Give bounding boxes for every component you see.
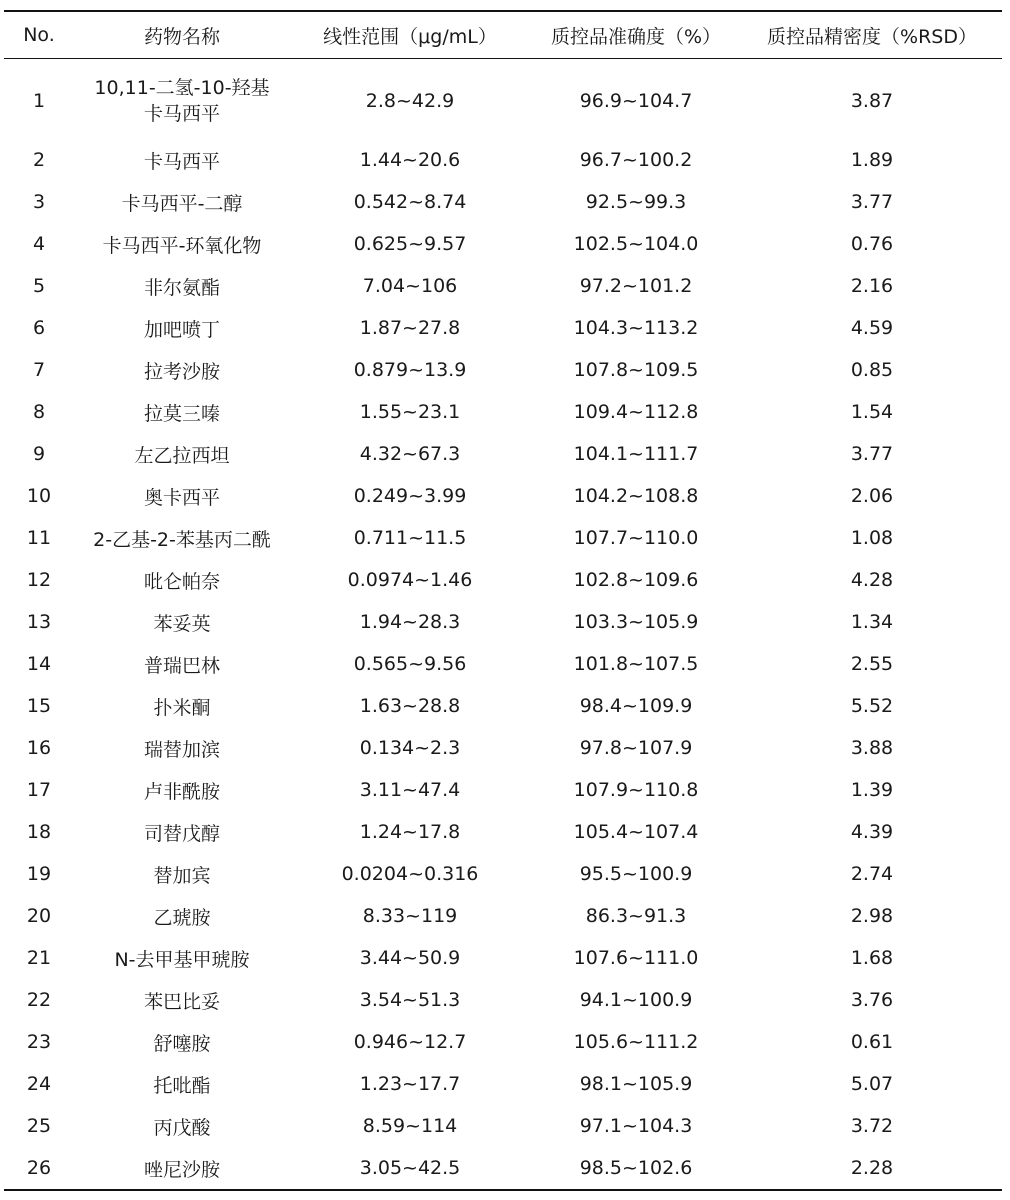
cell-drug-name: 拉考沙胺 [143, 360, 220, 383]
cell-drug-name: 奥卡西平 [143, 486, 220, 509]
cell-linear-range: 1.94~28.3 [359, 611, 461, 633]
cell-linear-range: 1.24~17.8 [359, 821, 461, 843]
table-row [4, 979, 1002, 1021]
cell-no: 16 [26, 737, 52, 759]
table-row [4, 1147, 1002, 1190]
cell-qc-accuracy: 107.6~111.0 [573, 947, 699, 969]
cell-drug-name: 舒噻胺 [153, 1032, 211, 1055]
cell-no: 6 [32, 317, 46, 339]
cell-no: 11 [26, 527, 52, 549]
header-qc-accuracy: 质控品准确度（%） [550, 25, 722, 48]
cell-drug-name: 左乙拉西坦 [134, 444, 230, 467]
cell-qc-accuracy: 102.8~109.6 [573, 569, 699, 591]
cell-linear-range: 0.565~9.56 [353, 653, 467, 675]
table-row [4, 1021, 1002, 1063]
cell-qc-accuracy: 97.1~104.3 [579, 1115, 693, 1137]
cell-qc-precision: 1.89 [850, 149, 894, 171]
table-row [4, 811, 1002, 853]
drug-name-line-2: 卡马西平 [143, 103, 220, 125]
table-row [4, 559, 1002, 601]
cell-qc-precision: 1.08 [850, 527, 894, 549]
cell-drug-name: 苯妥英 [153, 612, 211, 635]
cell-qc-precision: 2.06 [850, 485, 894, 507]
cell-qc-precision: 3.77 [850, 443, 894, 465]
cell-qc-precision: 3.76 [850, 989, 894, 1011]
cell-no: 1 [32, 90, 46, 112]
cell-qc-accuracy: 97.8~107.9 [579, 737, 693, 759]
cell-qc-precision: 2.98 [850, 905, 894, 927]
cell-drug-name: 2-乙基-2-苯基丙二酰 [93, 528, 271, 551]
cell-qc-accuracy: 98.5~102.6 [579, 1157, 693, 1179]
header-drug-name: 药物名称 [143, 25, 220, 48]
cell-no: 8 [32, 401, 46, 423]
cell-qc-precision: 4.28 [850, 569, 894, 591]
cell-qc-accuracy: 92.5~99.3 [585, 191, 687, 213]
drug-table-container [4, 10, 1002, 1191]
cell-qc-accuracy: 94.1~100.9 [579, 989, 693, 1011]
cell-no: 3 [32, 191, 46, 213]
cell-qc-accuracy: 96.9~104.7 [579, 90, 693, 112]
cell-linear-range: 3.44~50.9 [359, 947, 461, 969]
cell-qc-precision: 4.39 [850, 821, 894, 843]
cell-linear-range: 0.0204~0.316 [341, 863, 479, 885]
cell-linear-range: 1.63~28.8 [359, 695, 461, 717]
cell-no: 2 [32, 149, 46, 171]
cell-no: 5 [32, 275, 46, 297]
cell-qc-precision: 5.52 [850, 695, 894, 717]
cell-linear-range: 0.0974~1.46 [347, 569, 473, 591]
cell-no: 25 [26, 1115, 52, 1137]
drug-table [4, 10, 1002, 1191]
cell-linear-range: 0.879~13.9 [353, 359, 467, 381]
cell-no: 9 [32, 443, 46, 465]
header-qc-precision: 质控品精密度（%RSD） [767, 25, 977, 48]
cell-qc-accuracy: 102.5~104.0 [573, 233, 699, 255]
cell-drug-name: 卢非酰胺 [143, 780, 220, 803]
cell-drug-name: 司替戊醇 [143, 822, 220, 845]
cell-qc-precision: 2.16 [850, 275, 894, 297]
cell-drug-name: 卡马西平-环氧化物 [102, 234, 262, 257]
cell-drug-name [74, 59, 290, 140]
cell-no: 7 [32, 359, 46, 381]
cell-qc-precision: 5.07 [850, 1073, 894, 1095]
cell-linear-range: 3.05~42.5 [359, 1157, 461, 1179]
cell-qc-accuracy: 107.9~110.8 [573, 779, 699, 801]
cell-qc-precision: 1.68 [850, 947, 894, 969]
cell-no: 4 [32, 233, 46, 255]
table-header [4, 11, 1002, 59]
cell-linear-range: 3.54~51.3 [359, 989, 461, 1011]
drug-name-line-1: 10,11-二氢-10-羟基 [94, 77, 270, 99]
cell-no: 22 [26, 989, 52, 1011]
table-row [4, 1105, 1002, 1147]
cell-qc-accuracy: 107.7~110.0 [573, 527, 699, 549]
header-no: No. [23, 24, 55, 46]
cell-qc-precision: 4.59 [850, 317, 894, 339]
cell-qc-accuracy: 86.3~91.3 [585, 905, 687, 927]
cell-drug-name: 卡马西平 [143, 150, 220, 173]
cell-drug-name: 吡仑帕奈 [143, 570, 220, 593]
table-row [4, 937, 1002, 979]
cell-no: 24 [26, 1073, 52, 1095]
cell-no: 15 [26, 695, 52, 717]
cell-qc-accuracy: 98.1~105.9 [579, 1073, 693, 1095]
cell-no: 12 [26, 569, 52, 591]
cell-no: 19 [26, 863, 52, 885]
cell-linear-range: 0.946~12.7 [353, 1031, 467, 1053]
table-row [4, 59, 1002, 140]
cell-qc-precision: 0.85 [850, 359, 894, 381]
cell-drug-name: 普瑞巴林 [143, 654, 220, 677]
cell-qc-precision: 3.72 [850, 1115, 894, 1137]
cell-qc-accuracy: 103.3~105.9 [573, 611, 699, 633]
table-row [4, 265, 1002, 307]
cell-linear-range: 7.04~106 [362, 275, 458, 297]
cell-linear-range: 0.134~2.3 [359, 737, 461, 759]
table-row [4, 601, 1002, 643]
cell-no: 10 [26, 485, 52, 507]
cell-drug-name: N-去甲基甲琥胺 [114, 948, 250, 971]
cell-drug-name: 非尔氨酯 [143, 276, 220, 299]
cell-linear-range: 8.33~119 [362, 905, 458, 927]
cell-drug-name: 唑尼沙胺 [143, 1158, 220, 1181]
table-row [4, 391, 1002, 433]
cell-qc-precision: 0.76 [850, 233, 894, 255]
cell-drug-name: 替加宾 [153, 864, 211, 887]
cell-qc-precision: 1.54 [850, 401, 894, 423]
cell-no: 21 [26, 947, 52, 969]
cell-no: 17 [26, 779, 52, 801]
cell-no: 23 [26, 1031, 52, 1053]
table-row [4, 139, 1002, 181]
cell-drug-name: 扑米酮 [153, 696, 211, 719]
cell-qc-precision: 1.34 [850, 611, 894, 633]
table-row [4, 181, 1002, 223]
cell-no: 13 [26, 611, 52, 633]
cell-drug-name: 苯巴比妥 [143, 990, 220, 1013]
cell-drug-name: 拉莫三嗪 [143, 402, 220, 425]
table-row [4, 475, 1002, 517]
table-row [4, 349, 1002, 391]
cell-qc-accuracy: 107.8~109.5 [573, 359, 699, 381]
cell-qc-accuracy: 109.4~112.8 [573, 401, 699, 423]
cell-drug-name: 卡马西平-二醇 [121, 192, 243, 215]
table-row [4, 853, 1002, 895]
cell-qc-accuracy: 97.2~101.2 [579, 275, 693, 297]
cell-linear-range: 3.11~47.4 [359, 779, 461, 801]
cell-linear-range: 2.8~42.9 [365, 90, 455, 112]
cell-qc-accuracy: 104.1~111.7 [573, 443, 699, 465]
cell-linear-range: 0.711~11.5 [353, 527, 467, 549]
cell-drug-name: 丙戊酸 [153, 1116, 211, 1139]
table-row [4, 895, 1002, 937]
cell-qc-precision: 2.28 [850, 1157, 894, 1179]
table-row [4, 223, 1002, 265]
table-row [4, 643, 1002, 685]
cell-linear-range: 0.542~8.74 [353, 191, 467, 213]
cell-qc-precision: 3.87 [850, 90, 894, 112]
cell-linear-range: 1.55~23.1 [359, 401, 461, 423]
cell-drug-name: 乙琥胺 [153, 906, 211, 929]
cell-no: 20 [26, 905, 52, 927]
cell-linear-range: 0.625~9.57 [353, 233, 467, 255]
cell-drug-name: 瑞替加滨 [143, 738, 220, 761]
cell-no: 14 [26, 653, 52, 675]
cell-qc-precision: 3.77 [850, 191, 894, 213]
table-row [4, 1063, 1002, 1105]
table-row [4, 433, 1002, 475]
cell-linear-range: 0.249~3.99 [353, 485, 467, 507]
cell-no: 18 [26, 821, 52, 843]
cell-no: 26 [26, 1157, 52, 1179]
cell-qc-accuracy: 105.4~107.4 [573, 821, 699, 843]
cell-qc-accuracy: 98.4~109.9 [579, 695, 693, 717]
cell-linear-range: 1.44~20.6 [359, 149, 461, 171]
cell-drug-name: 托吡酯 [153, 1074, 211, 1097]
cell-linear-range: 1.23~17.7 [359, 1073, 461, 1095]
table-row [4, 307, 1002, 349]
cell-drug-name: 加吧喷丁 [143, 318, 220, 341]
cell-qc-accuracy: 95.5~100.9 [579, 863, 693, 885]
cell-linear-range: 1.87~27.8 [359, 317, 461, 339]
cell-qc-precision: 0.61 [850, 1031, 894, 1053]
cell-linear-range: 8.59~114 [362, 1115, 458, 1137]
table-row [4, 685, 1002, 727]
cell-qc-accuracy: 101.8~107.5 [573, 653, 699, 675]
cell-qc-precision: 2.74 [850, 863, 894, 885]
table-row [4, 517, 1002, 559]
header-linear-range: 线性范围（μg/mL） [323, 25, 497, 48]
cell-qc-precision: 1.39 [850, 779, 894, 801]
cell-qc-accuracy: 104.2~108.8 [573, 485, 699, 507]
cell-qc-precision: 2.55 [850, 653, 894, 675]
table-row [4, 727, 1002, 769]
cell-qc-accuracy: 104.3~113.2 [573, 317, 699, 339]
table-row [4, 769, 1002, 811]
header-row [4, 11, 1002, 59]
cell-qc-precision: 3.88 [850, 737, 894, 759]
cell-qc-accuracy: 105.6~111.2 [573, 1031, 699, 1053]
cell-linear-range: 4.32~67.3 [359, 443, 461, 465]
table-body [4, 59, 1002, 1191]
cell-qc-accuracy: 96.7~100.2 [579, 149, 693, 171]
